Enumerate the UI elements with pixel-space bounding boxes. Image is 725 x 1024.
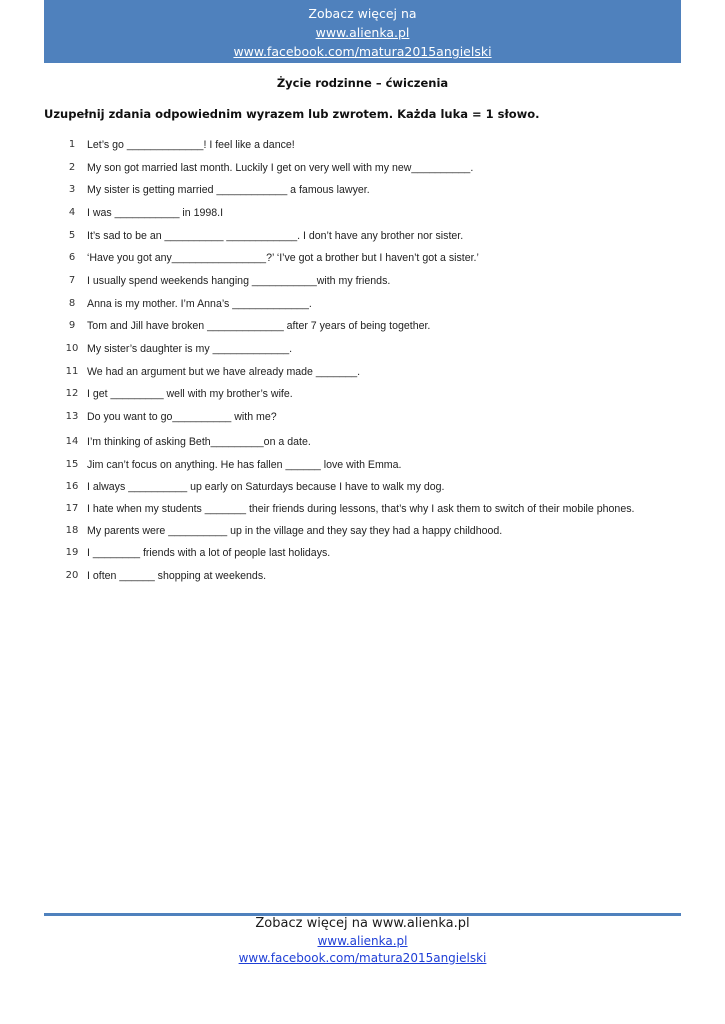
exercise-item (0, 456, 725, 474)
exercise-item (0, 500, 725, 518)
footer-caption: Zobacz więcej na www.alienka.pl (255, 916, 470, 931)
exercise-item (0, 249, 725, 267)
exercise-item (0, 159, 725, 177)
footer (0, 915, 725, 967)
header-alienka-link[interactable]: www.alienka.pl (315, 25, 410, 40)
exercise-sentence: I usually spend weekends hanging ___________with my friends. (87, 275, 391, 287)
exercise-sentence: ‘Have you got any________________?’ ‘I’ve got a brother but I haven’t got a sister.’ (87, 252, 479, 264)
exercise-item (0, 272, 725, 290)
exercise-sentence: Let’s go _____________! I feel like a dance! (87, 139, 295, 151)
exercise-sentence: My parents were __________ up in the village and they say they had a happy childhood. (87, 525, 503, 537)
exercise-sentence: Anna is my mother. I’m Anna’s _____________. (87, 298, 312, 310)
exercise-sentence: My sister’s daughter is my _____________. (87, 343, 293, 355)
exercise-number: 10 (65, 343, 79, 354)
exercise-item (0, 204, 725, 222)
exercise-sentence: I ________ friends with a lot of people last holidays. (87, 547, 331, 559)
exercise-item (0, 136, 725, 154)
exercise-sentence: I was ___________ in 1998.I (87, 207, 224, 219)
exercise-sentence: I get _________ well with my brother’s wife. (87, 388, 293, 400)
exercise-number: 13 (65, 411, 79, 422)
page-title: Życie rodzinne – ćwiczenia (276, 76, 449, 90)
exercise-number: 2 (68, 162, 76, 173)
header-facebook-link[interactable]: www.facebook.com/matura2015angielski (233, 44, 492, 59)
exercise-item (0, 522, 725, 540)
exercise-sentence: It’s sad to be an __________ ____________. I don’t have any brother nor sister. (87, 230, 464, 242)
exercise-number: 3 (68, 184, 76, 195)
header-caption: Zobacz więcej na (308, 6, 417, 21)
exercise-number: 4 (68, 207, 76, 218)
exercise-sentence: We had an argument but we have already made _______. (87, 366, 361, 378)
exercise-number: 12 (65, 388, 79, 399)
exercise-sentence: I often ______ shopping at weekends. (87, 570, 267, 582)
exercise-item (0, 433, 725, 451)
exercise-item (0, 227, 725, 245)
exercise-sentence: I hate when my students _______ their friends during lessons, that’s why I ask them to switch of their mobile phones. (87, 503, 635, 515)
exercise-number: 7 (68, 275, 76, 286)
exercise-sentence: Do you want to go__________ with me? (87, 411, 277, 423)
exercise-number: 5 (68, 230, 76, 241)
exercise-item (0, 363, 725, 381)
exercise-number: 15 (65, 459, 79, 470)
exercise-sentence: Jim can’t focus on anything. He has fallen ______ love with Emma. (87, 459, 402, 471)
exercise-number: 14 (65, 436, 79, 447)
exercise-number: 1 (68, 139, 76, 150)
exercise-item (0, 385, 725, 403)
exercise-sentence: I always __________ up early on Saturdays because I have to walk my dog. (87, 481, 445, 493)
exercise-item (0, 408, 725, 426)
header-banner (44, 0, 681, 63)
exercise-instruction: Uzupełnij zdania odpowiednim wyrazem lub zwrotem. Każda luka = 1 słowo. (44, 107, 540, 121)
footer-facebook-link[interactable]: www.facebook.com/matura2015angielski (238, 951, 487, 965)
exercise-item (0, 544, 725, 562)
exercise-sentence: My son got married last month. Luckily I get on very well with my new__________. (87, 162, 474, 174)
footer-alienka-link[interactable]: www.alienka.pl (317, 934, 408, 948)
exercise-number: 8 (68, 298, 76, 309)
exercise-item (0, 295, 725, 313)
exercise-item (0, 317, 725, 335)
exercise-item (0, 340, 725, 358)
exercise-number: 18 (65, 525, 79, 536)
exercise-sentence: My sister is getting married ____________ a famous lawyer. (87, 184, 370, 196)
exercise-item (0, 567, 725, 585)
exercise-item (0, 478, 725, 496)
exercise-number: 17 (65, 503, 79, 514)
exercise-item (0, 181, 725, 199)
exercise-sentence: I’m thinking of asking Beth_________on a date. (87, 436, 311, 448)
exercise-number: 9 (68, 320, 76, 331)
exercise-number: 20 (65, 570, 79, 581)
exercise-number: 16 (65, 481, 79, 492)
exercise-number: 6 (68, 252, 76, 263)
exercise-number: 19 (65, 547, 79, 558)
exercise-sentence: Tom and Jill have broken _____________ after 7 years of being together. (87, 320, 431, 332)
exercise-number: 11 (65, 366, 79, 377)
